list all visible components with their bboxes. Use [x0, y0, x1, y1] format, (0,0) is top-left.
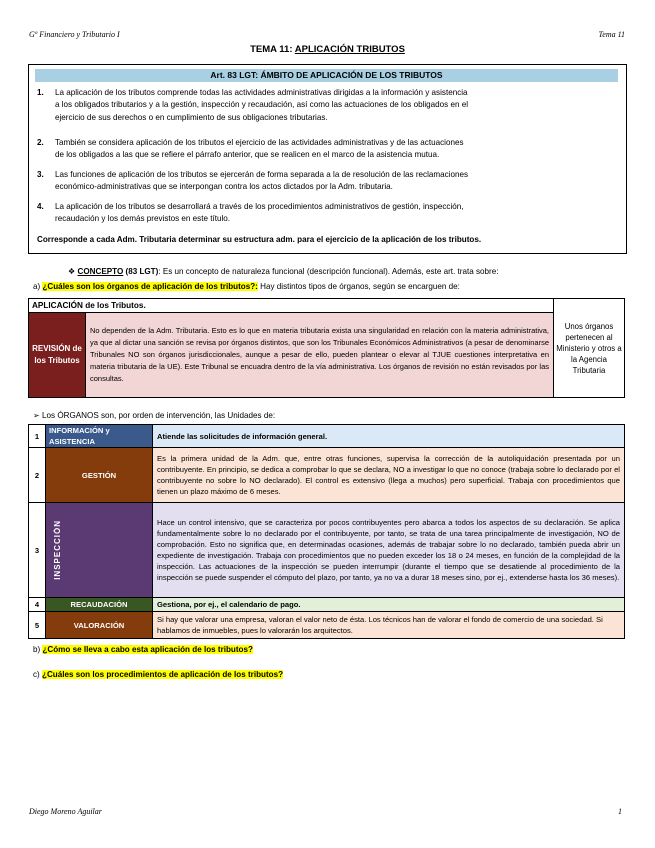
- unit-label: RECAUDACIÓN: [46, 598, 153, 612]
- unit-label: INSPECCIÓN: [53, 520, 62, 580]
- unit-text: Gestiona, por ej., el calendario de pago.: [153, 598, 625, 612]
- item-number: 4.: [37, 202, 44, 211]
- table-row: [29, 503, 625, 598]
- concepto-line: [68, 266, 498, 276]
- concepto-bullet: ❖: [68, 267, 76, 276]
- page-title: [0, 44, 655, 55]
- question-prefix: a): [33, 282, 41, 291]
- unit-label: GESTIÓN: [46, 448, 153, 503]
- article-item: [37, 87, 617, 124]
- organos-text: Los ÓRGANOS son, por orden de intervención, las Unidades de:: [42, 411, 276, 420]
- row-number: 5: [29, 612, 46, 639]
- unit-label: VALORACIÓN: [46, 612, 153, 639]
- item-line: económico-administrativas que se interpongan contra los actos dictados por la Adm. tributaria.: [55, 182, 393, 192]
- row-number: 1: [29, 425, 46, 448]
- header-right: Tema 11: [598, 30, 625, 39]
- unit-text: Atiende las solicitudes de información general.: [153, 425, 625, 448]
- aplicacion-head: APLICACIÓN de los Tributos.: [29, 299, 554, 313]
- title-prefix: TEMA 11:: [250, 44, 295, 55]
- organ-types-table: [28, 298, 625, 398]
- item-line: de los obligados a las que se refiere el párrafo anterior, que se realicen en el marco de la asistencia mutua.: [55, 150, 440, 160]
- footer-left: Diego Moreno Aguilar: [29, 807, 102, 816]
- item-line: La aplicación de los tributos comprende todas las actividades administrativas dirigidas a la información y asistencia: [55, 88, 468, 97]
- table-row: [29, 612, 625, 639]
- row-number: 3: [29, 503, 46, 598]
- question-prefix: c): [33, 670, 40, 679]
- concepto-ref: (83 LGT): [125, 267, 159, 276]
- unit-text: Es la primera unidad de la Adm. que, entre otras funciones, supervisa la corrección de la autoliquidación presentada por un contribuyente. En principio, se dedica a comprobar lo que se declara, NO a investigar lo que no conoce (trabaja sobre lo declarado por el contribuyente no sobre lo NO declarado). El control es extensivo (llega a muchos) pero superficial. Trabaja con procedimientos que tienen un plazo máximo de 6 meses.: [153, 448, 625, 503]
- footer-page-number: 1: [618, 807, 622, 816]
- article-item: [37, 201, 617, 226]
- unit-label-cell: [46, 503, 153, 598]
- side-note: Unos órganos pertenecen al Ministerio y otros a la Agencia Tributaria: [554, 299, 625, 398]
- article-closing: Corresponde a cada Adm. Tributaria determinar su estructura adm. para el ejercicio de la aplicación de los tributos.: [37, 235, 482, 244]
- item-number: 3.: [37, 170, 44, 179]
- revision-label: REVISIÓN de los Tributos: [29, 313, 86, 398]
- article-heading: Art. 83 LGT: ÁMBITO DE APLICACIÓN DE LOS TRIBUTOS: [35, 69, 618, 82]
- item-line: ejercicio de sus derechos o en cumplimiento de sus obligaciones tributarias.: [55, 112, 328, 122]
- units-table: [28, 424, 625, 639]
- question-a: [33, 282, 460, 291]
- article-box: [28, 64, 627, 254]
- table-row: [29, 598, 625, 612]
- title-main: APLICACIÓN TRIBUTOS: [294, 44, 405, 55]
- concepto-text: : Es un concepto de naturaleza funcional (descripción funcional). Además, este art. trata sobre:: [158, 267, 499, 276]
- question-rest: Hay distintos tipos de órganos, según se encarguen de:: [257, 282, 460, 291]
- item-line: También se considera aplicación de los tributos el ejercicio de las actividades administrativas y de las actuaciones: [55, 138, 464, 147]
- item-number: 1.: [37, 88, 44, 97]
- concepto-label: CONCEPTO: [77, 267, 124, 276]
- item-line: a los obligados tributarios y a la gestión, inspección y recaudación, así como las actuaciones de los obligados en el: [55, 100, 469, 110]
- article-item: [37, 169, 617, 194]
- organos-line: [33, 410, 275, 420]
- item-number: 2.: [37, 138, 44, 147]
- table-row: [29, 448, 625, 503]
- item-line: recaudación y los demás previstos en este título.: [55, 214, 231, 224]
- question-highlight: ¿Cuáles son los órganos de aplicación de los tributos?:: [42, 282, 258, 291]
- question-highlight: ¿Cómo se lleva a cabo esta aplicación de los tributos?: [42, 645, 253, 654]
- article-item: [37, 137, 617, 162]
- question-c: [33, 670, 283, 679]
- row-number: 4: [29, 598, 46, 612]
- unit-text: Si hay que valorar una empresa, valoran el valor neto de ésta. Los técnicos han de valorar el fondo de comercio de una sociedad. Si hablamos de inmuebles, pues lo valorarán los arquitectos.: [153, 612, 625, 639]
- question-prefix: b): [33, 645, 41, 654]
- revision-text: No dependen de la Adm. Tributaria. Esto es lo que en materia tributaria exista una singularidad en relación con la materia administrativa, ya que al dictar una sanción se revisa por órganos distintos, que son los Tribunales Económicos Administrativos (a pesar de denominarse Tribunales NO son órganos jurisdiccionales, aunque a pesar de ello, pueden plantear o elevar al TJUE cuestiones interpretativa en materia tributaria de la UE). Este Tribunal se encuadra dentro de la vía administrativa. Los órganos de revisión no están revisados por las consultas.: [86, 313, 554, 398]
- item-line: La aplicación de los tributos se desarrollará a través de los procedimientos administrativos de gestión, inspección,: [55, 202, 464, 211]
- table-row: [29, 425, 625, 448]
- unit-label: INFORMACIÓN y ASISTENCIA: [46, 425, 153, 448]
- header-left: Gº Financiero y Tributario I: [29, 30, 120, 39]
- unit-text: Hace un control intensivo, que se caracteriza por pocos contribuyentes pero abarca a todos los aspectos de su declaración. Se aplica fundamentalmente sobre lo no declarado por el contribuyente, por tanto, se trata de una tarea principalmente de investigación, NO de comprobación. Esto no significa que, en determinadas ocasiones, además de trabajar sobre lo no declarado, también pueda abrir un expediente de investigación. Trabaja con procedimientos que no pueden exceder los 18 o 24 meses, en función de la complejidad de la inspección. Las actuaciones de la inspección se pueden interrumpir (durante el tiempo que se desatiende al procedimiento de la inspección se puede suspender el cómputo del plazo, por tanto, ya no va a durar 18 meses sino, por ej., extenderse hasta los 36 meses).: [153, 503, 625, 598]
- question-highlight: ¿Cuáles son los procedimientos de aplicación de los tributos?: [42, 670, 284, 679]
- item-line: Las funciones de aplicación de los tributos se ejercerán de forma separada a la de resolución de las reclamaciones: [55, 170, 469, 179]
- question-b: [33, 645, 253, 654]
- organos-bullet: ➢: [33, 411, 40, 420]
- row-number: 2: [29, 448, 46, 503]
